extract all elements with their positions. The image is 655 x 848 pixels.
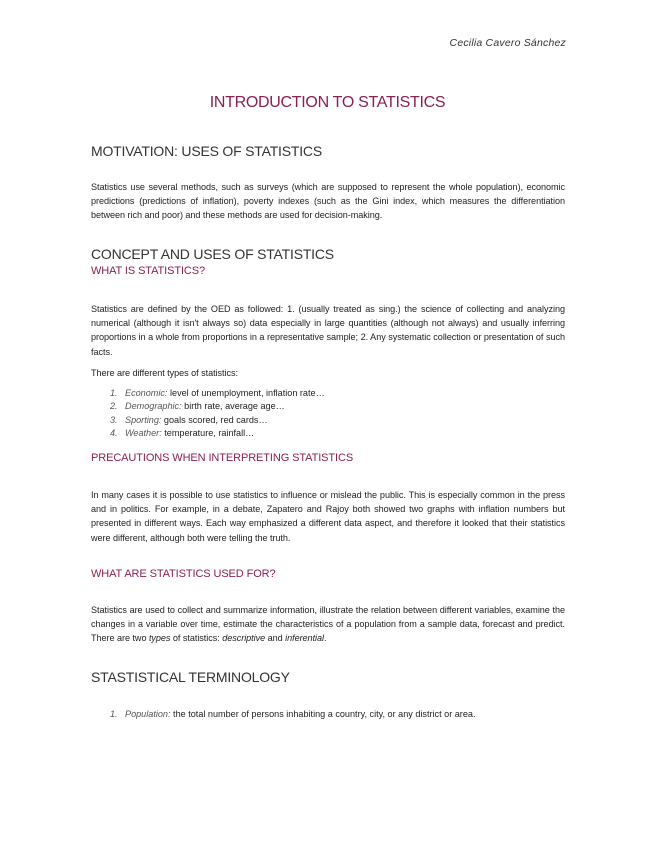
terminology-list xyxy=(91,707,565,722)
list-term: Economic: xyxy=(125,388,168,398)
heading-concept: CONCEPT AND USES OF STATISTICS xyxy=(91,246,334,262)
list-term: Demographic: xyxy=(125,401,182,412)
types-intro: There are different types of statistics: xyxy=(91,368,238,378)
author-name: Cecilia Cavero Sánchez xyxy=(449,37,566,49)
heading-motivation: MOTIVATION: USES OF STATISTICS xyxy=(91,143,322,159)
descriptive-word: descriptive xyxy=(222,633,266,644)
paragraph-precautions: In many cases it is possible to use statistics to influence or mislead the public. This is especially common in the press and in politics. For example, in a debate, Zapatero and Rajoy both showed two graphs with inflation numbers but presented in different ways. Each way emphasized a different data aspect, and therefore it looked that their statistics were different, although both were telling the truth. xyxy=(91,490,565,543)
inferential-word: inferential xyxy=(285,633,324,644)
paragraph-what-is-statistics: Statistics are defined by the OED as followed: 1. (usually treated as sing.) the science of collecting and analyzing numerical (although it isn't always so) data especially in large quantities (although not always) and usually inferring proportions in a whole from proportions in a representative sample; 2. Any systematic collection or presentation of such facts. xyxy=(91,304,565,357)
types-word: types xyxy=(148,633,171,644)
list-number: 2. xyxy=(110,401,118,412)
heading-terminology: STASTISTICAL TERMINOLOGY xyxy=(91,669,290,685)
list-item xyxy=(110,427,565,440)
list-term: Population: xyxy=(125,709,171,719)
document-title: INTRODUCTION TO STATISTICS xyxy=(209,94,446,111)
list-item xyxy=(110,400,565,413)
and-word: and xyxy=(265,633,286,644)
list-number: 1. xyxy=(110,709,118,719)
heading-used-for: WHAT ARE STATISTICS USED FOR? xyxy=(91,568,276,580)
list-item xyxy=(110,707,565,722)
list-text: level of unemployment, inflation rate… xyxy=(167,388,325,398)
list-term: Weather: xyxy=(125,428,162,439)
paragraph-used-for xyxy=(91,603,565,646)
list-number: 3. xyxy=(110,414,118,425)
types-list xyxy=(91,387,565,441)
heading-precautions: PRECAUTIONS WHEN INTERPRETING STATISTICS xyxy=(91,452,354,464)
list-text: goals scored, red cards… xyxy=(161,414,268,425)
used-for-text-mid: of statistics: xyxy=(170,633,223,644)
heading-what-is-statistics: WHAT IS STATISTICS? xyxy=(91,265,206,277)
list-number: 4. xyxy=(110,428,118,439)
list-text: birth rate, average age… xyxy=(181,401,285,412)
used-for-text-start: Statistics are used to collect and summarize information, illustrate the relation between different variables, examine the changes in a variable over time, estimate the characteristics of a population from a sample data, forecast and predict. There are two xyxy=(91,605,565,644)
list-number: 1. xyxy=(110,388,118,398)
list-text: temperature, rainfall… xyxy=(161,428,255,439)
list-item xyxy=(110,387,565,400)
period: . xyxy=(324,633,327,644)
list-item xyxy=(110,414,565,427)
list-text: the total number of persons inhabiting a country, city, or any district or area. xyxy=(170,709,476,719)
paragraph-motivation: Statistics use several methods, such as surveys (which are supposed to represent the whole population), economic predictions (predictions of inflation), poverty indexes (such as the Gini index, which measures the differentiation between rich and poor) and these methods are used for decision-making. xyxy=(91,182,565,221)
list-term: Sporting: xyxy=(125,414,162,425)
